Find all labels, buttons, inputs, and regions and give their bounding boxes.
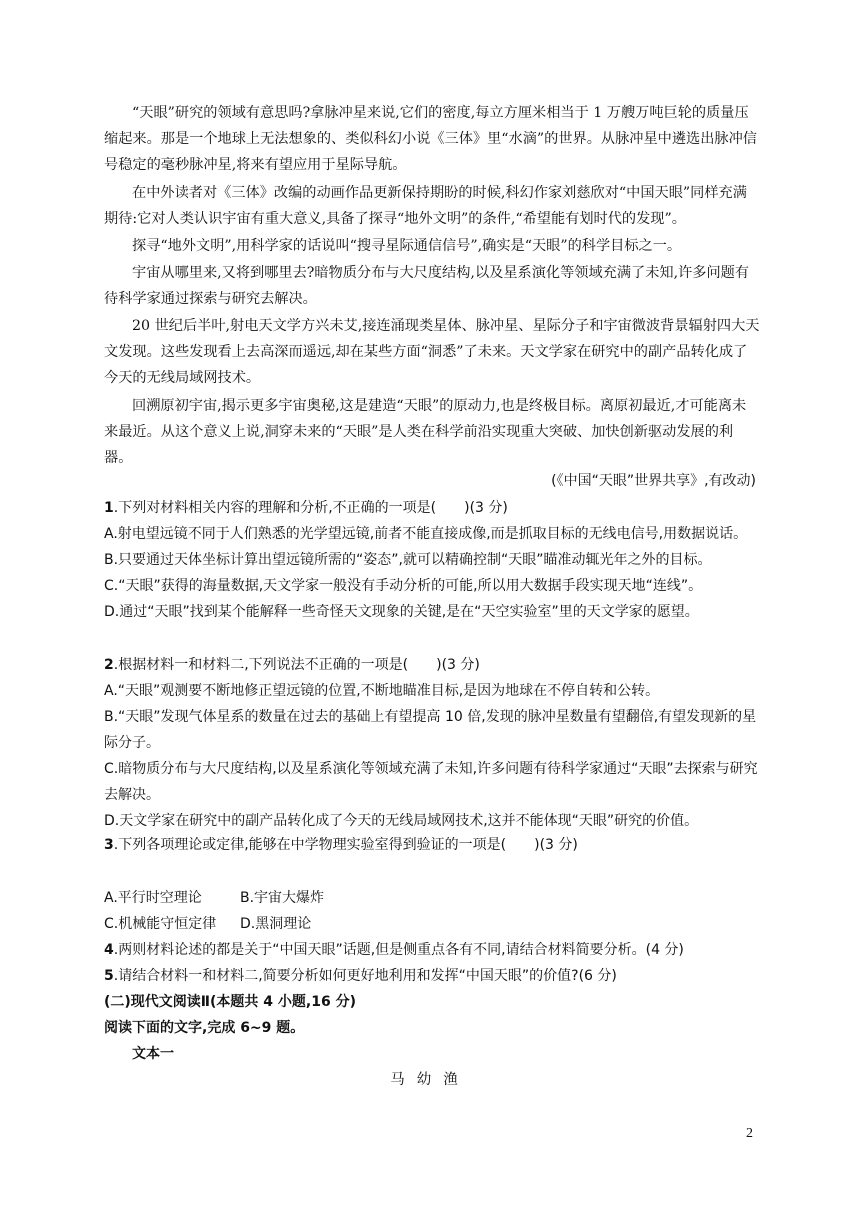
question-3-option-a: A.平行时空理论 (104, 890, 202, 906)
question-3-options-row-1 (104, 885, 760, 911)
question-1-stem: 1.下列对材料相关内容的理解和分析,不正确的一项是( )(3 分) (104, 500, 508, 516)
question-3-options-row-2 (104, 911, 760, 937)
question-2-stem: 2.根据材料一和材料二,下列说法不正确的一项是( )(3 分) (104, 657, 480, 673)
question-2-option-d: D.天文学家在研究中的副产品转化成了今天的无线局域网技术,这并不能体现“天眼”研究的价值。 (104, 813, 699, 829)
question-2-option-c: C.暗物质分布与大尺度结构,以及星系演化等领域充满了未知,许多问题有待科学家通过“天眼”去探索与研究去解决。 (104, 761, 758, 803)
page-number: 2 (746, 1126, 753, 1141)
author-name: 马幼渔 (390, 1072, 470, 1088)
passage-paragraph-1: “天眼”研究的领域有意思吗?拿脉冲星来说,它们的密度,每立方厘米相当于 1 万艘万吨巨轮的质量压缩起来。那是一个地球上无法想象的、类似科幻小说《三体》里“水滴”的世界。从脉冲星中遴选出脉冲信号稳定的毫秒脉冲星,将来有望应用于星际导航。 (104, 105, 757, 173)
section-2-heading: (二)现代文阅读Ⅱ(本题共 4 小题,16 分) (104, 994, 356, 1010)
passage-paragraph-4: 宇宙从哪里来,又将到哪里去?暗物质分布与大尺度结构,以及星系演化等领域充满了未知,许多问题有待科学家通过探索与研究去解决。 (104, 265, 750, 307)
question-2-option-b: B.“天眼”发现气体星系的数量在过去的基础上有望提高 10 倍,发现的脉冲星数量有望翻倍,有望发现新的星际分子。 (104, 709, 757, 751)
question-1-option-b: B.只要通过天体坐标计算出望远镜所需的“姿态”,就可以精确控制“天眼”瞄准动辄光年之外的目标。 (104, 552, 712, 568)
text-one-label: 文本一 (132, 1046, 174, 1062)
question-1-option-a: A.射电望远镜不同于人们熟悉的光学望远镜,前者不能直接成像,而是抓取目标的无线电信号,用数据说话。 (104, 526, 748, 542)
question-3-option-d: D.黑洞理论 (240, 916, 312, 932)
passage-source: (《中国“天眼”世界共享》,有改动) (551, 473, 756, 489)
question-1-option-c: C.“天眼”获得的海量数据,天文学家一般没有手动分析的可能,所以用大数据手段实现天地“连线”。 (104, 578, 703, 594)
passage-paragraph-5: 20 世纪后半叶,射电天文学方兴未艾,接连涌现类星体、脉冲星、星际分子和宇宙微波背景辐射四大天文发现。这些发现看上去高深而遥远,却在某些方面“洞悉”了未来。天文学家在研究中的副产品转化成了今天的无线局域网技术。 (104, 318, 760, 386)
question-3-stem: 3.下列各项理论或定律,能够在中学物理实验室得到验证的一项是( )(3 分) (104, 837, 578, 853)
question-3 (104, 832, 760, 858)
passage-paragraph-2: 在中外读者对《三体》改编的动画作品更新保持期盼的时候,科幻作家刘慈欣对“中国天眼”同样充满期待:它对人类认识宇宙有重大意义,具备了探寻“地外文明”的条件,“希望能有划时代的发现”。 (104, 185, 747, 227)
question-5: 5.请结合材料一和材料二,简要分析如何更好地利用和发挥“中国天眼”的价值?(6 分) (104, 968, 617, 984)
question-2 (104, 652, 760, 834)
passage-paragraph-3: 探寻“地外文明”,用科学家的话说叫“搜寻星际通信信号”,确实是“天眼”的科学目标之一。 (132, 238, 682, 254)
question-2-option-a: A.“天眼”观测要不断地修正望远镜的位置,不断地瞄准目标,是因为地球在不停自转和公转。 (104, 683, 660, 699)
question-4: 4.两则材料论述的都是关于“中国天眼”话题,但是侧重点各有不同,请结合材料简要分析。(4 分) (104, 942, 684, 958)
section-2-instruction: 阅读下面的文字,完成 6~9 题。 (104, 1020, 305, 1036)
question-3-option-c: C.机械能守恒定律 (104, 916, 217, 932)
question-3-option-b: B.宇宙大爆炸 (240, 890, 325, 906)
passage-paragraph-6: 回溯原初宇宙,揭示更多宇宙奥秘,这是建造“天眼”的原动力,也是终极目标。离原初最近,才可能离未来最近。从这个意义上说,洞穿未来的“天眼”是人类在科学前沿实现重大突破、加快创新驱动发展的利器。 (104, 398, 747, 466)
question-1-option-d: D.通过“天眼”找到某个能解释一些奇怪天文现象的关键,是在“天空实验室”里的天文学家的愿望。 (104, 604, 699, 620)
question-1 (104, 495, 760, 625)
